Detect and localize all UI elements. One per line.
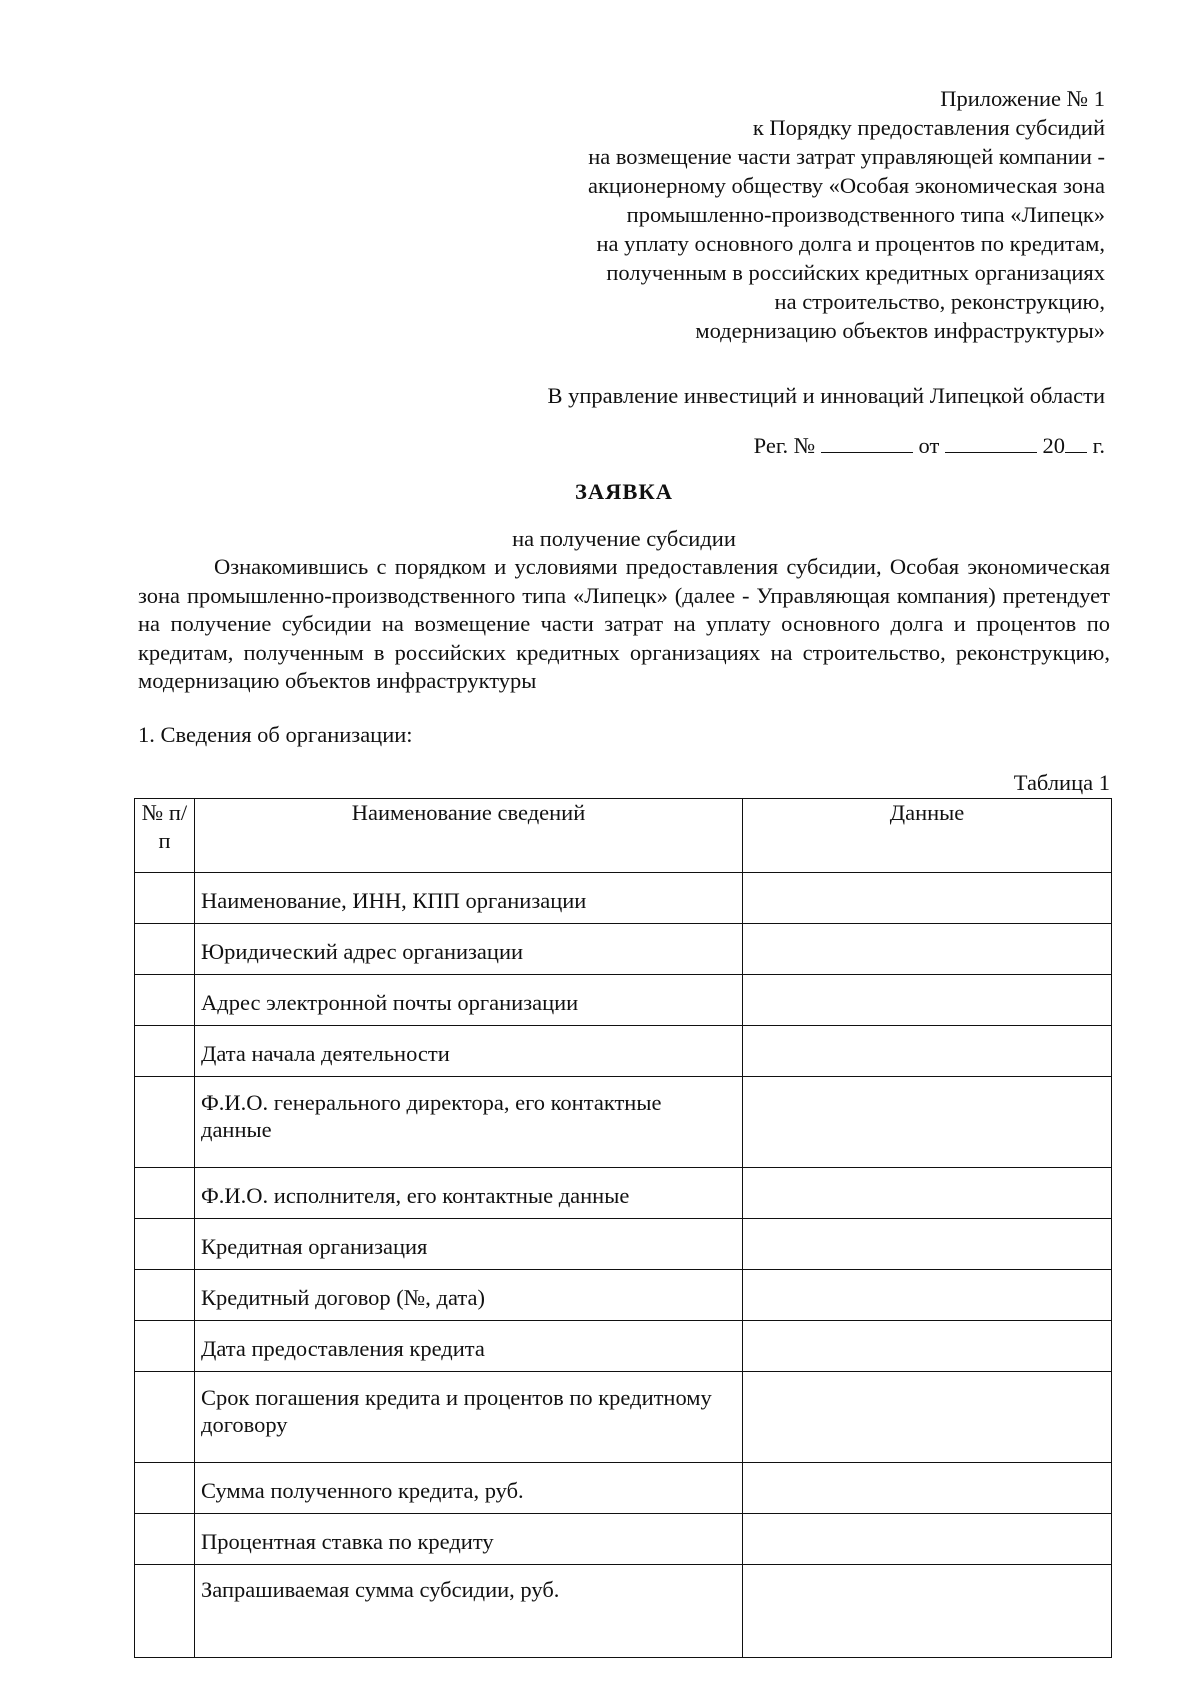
row-num-cell — [135, 1026, 195, 1077]
row-data-cell[interactable] — [743, 1219, 1112, 1270]
row-data-cell[interactable] — [743, 1026, 1112, 1077]
row-name-cell: Ф.И.О. генерального директора, его контактные данные — [195, 1077, 743, 1168]
row-data-cell[interactable] — [743, 1321, 1112, 1372]
table-row — [135, 975, 1112, 1026]
row-name-cell: Кредитный договор (№, дата) — [195, 1270, 743, 1321]
row-num-cell — [135, 1219, 195, 1270]
row-name-cell: Запрашиваемая сумма субсидии, руб. — [195, 1565, 743, 1658]
table-row — [135, 1372, 1112, 1463]
table-row — [135, 1321, 1112, 1372]
appendix-line: Приложение № 1 — [940, 86, 1105, 111]
appendix-line: промышленно-производственного типа «Липецк» — [626, 202, 1105, 227]
row-data-cell[interactable] — [743, 924, 1112, 975]
table-row — [135, 924, 1112, 975]
table-row — [135, 1077, 1112, 1168]
reg-year-field[interactable] — [1065, 432, 1087, 453]
application-paragraph: Ознакомившись с порядком и условиями предоставления субсидии, Особая экономическая зона промышленно-производственного типа «Липецк» (далее - Управляющая компания) претендует на получение субсидии на возмещение части затрат на уплату основного долга и процентов по кредитам, полученным в российских кредитных организациях на строительство, реконструкцию, модернизацию объектов инфраструктуры — [138, 554, 1110, 693]
appendix-line: модернизацию объектов инфраструктуры» — [695, 318, 1105, 343]
row-num-cell — [135, 1270, 195, 1321]
row-data-cell[interactable] — [743, 1270, 1112, 1321]
row-num-cell — [135, 1565, 195, 1658]
row-num-cell — [135, 1463, 195, 1514]
row-data-cell[interactable] — [743, 1565, 1112, 1658]
header-num: № п/п — [135, 799, 195, 873]
row-name-cell: Юридический адрес организации — [195, 924, 743, 975]
recipient-line: В управление инвестиций и инноваций Липецкой области — [547, 383, 1105, 408]
organization-info-table — [134, 798, 1112, 1658]
row-name-cell: Дата предоставления кредита — [195, 1321, 743, 1372]
row-name-cell: Сумма полученного кредита, руб. — [195, 1463, 743, 1514]
reg-number-label: Рег. № — [753, 433, 816, 458]
row-data-cell[interactable] — [743, 975, 1112, 1026]
table-row — [135, 1565, 1112, 1658]
row-name-cell: Ф.И.О. исполнителя, его контактные данные — [195, 1168, 743, 1219]
appendix-line: на уплату основного долга и процентов по кредитам, — [596, 231, 1105, 256]
row-num-cell — [135, 873, 195, 924]
row-num-cell — [135, 1514, 195, 1565]
row-name-cell: Дата начала деятельности — [195, 1026, 743, 1077]
row-data-cell[interactable] — [743, 1372, 1112, 1463]
appendix-line: полученным в российских кредитных организациях — [606, 260, 1105, 285]
header-name: Наименование сведений — [195, 799, 743, 873]
table-header-row — [135, 799, 1112, 873]
document-title: ЗАЯВКА — [575, 479, 673, 504]
reg-date-field[interactable] — [945, 432, 1037, 453]
row-name-cell: Наименование, ИНН, КПП организации — [195, 873, 743, 924]
table-row — [135, 1168, 1112, 1219]
row-num-cell — [135, 975, 195, 1026]
row-name-cell: Кредитная организация — [195, 1219, 743, 1270]
row-data-cell[interactable] — [743, 1077, 1112, 1168]
table-label: Таблица 1 — [1013, 770, 1110, 795]
header-data: Данные — [743, 799, 1112, 873]
row-num-cell — [135, 1321, 195, 1372]
appendix-line: акционерному обществу «Особая экономическая зона — [587, 173, 1105, 198]
appendix-line: на строительство, реконструкцию, — [774, 289, 1105, 314]
row-num-cell — [135, 1077, 195, 1168]
section-heading: 1. Сведения об организации: — [138, 722, 413, 747]
row-data-cell[interactable] — [743, 1463, 1112, 1514]
appendix-line: на возмещение части затрат управляющей компании - — [588, 144, 1105, 169]
table-row — [135, 873, 1112, 924]
row-data-cell[interactable] — [743, 873, 1112, 924]
row-data-cell[interactable] — [743, 1514, 1112, 1565]
table-row — [135, 1219, 1112, 1270]
table-row — [135, 1270, 1112, 1321]
row-name-cell: Срок погашения кредита и процентов по кредитному договору — [195, 1372, 743, 1463]
registration-line — [754, 432, 1105, 459]
document-subtitle: на получение субсидии — [512, 526, 736, 551]
table-row — [135, 1514, 1112, 1565]
row-num-cell — [135, 1168, 195, 1219]
row-data-cell[interactable] — [743, 1168, 1112, 1219]
reg-year-suffix: г. — [1092, 433, 1105, 458]
appendix-line: к Порядку предоставления субсидий — [752, 115, 1105, 140]
reg-from-label: от — [918, 433, 940, 458]
row-name-cell: Процентная ставка по кредиту — [195, 1514, 743, 1565]
table-row — [135, 1026, 1112, 1077]
reg-year-prefix: 20 — [1042, 433, 1066, 458]
row-name-cell: Адрес электронной почты организации — [195, 975, 743, 1026]
row-num-cell — [135, 1372, 195, 1463]
table-row — [135, 1463, 1112, 1514]
reg-number-field[interactable] — [821, 432, 913, 453]
row-num-cell — [135, 924, 195, 975]
appendix-header — [405, 84, 1105, 345]
